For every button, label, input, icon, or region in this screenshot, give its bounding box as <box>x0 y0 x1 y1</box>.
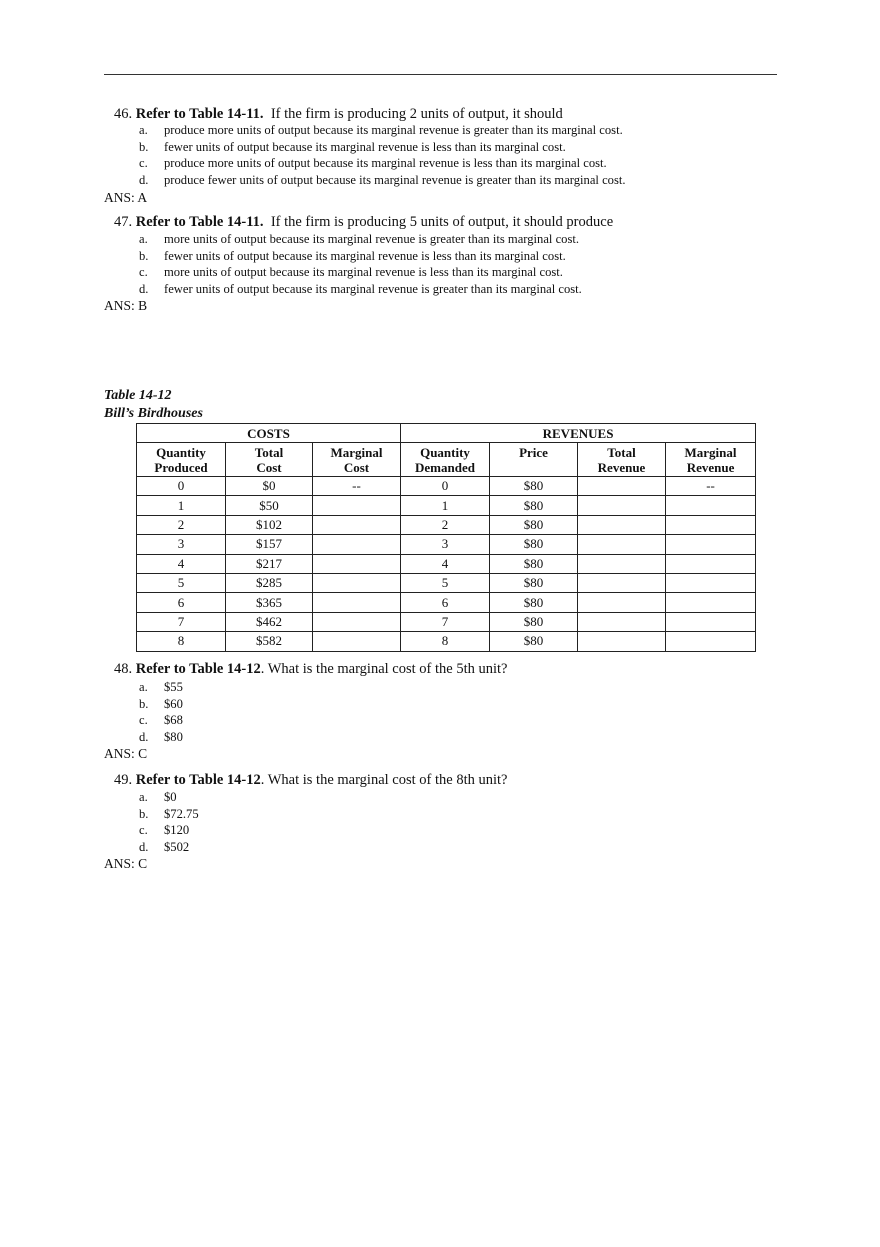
table-group-header <box>137 424 756 443</box>
options-49 <box>139 789 199 855</box>
options-48 <box>139 679 183 745</box>
table-cell: $217 <box>226 554 313 573</box>
option <box>139 789 199 806</box>
table-cell <box>313 632 401 651</box>
table-cell: $157 <box>226 535 313 554</box>
option-text: $60 <box>164 696 183 711</box>
table-cell: $462 <box>226 612 313 631</box>
question-number: 47. <box>114 214 133 230</box>
option-letter: a. <box>139 790 148 804</box>
option <box>139 729 183 746</box>
column-header <box>226 443 313 477</box>
options-46 <box>139 122 626 188</box>
table-cell: -- <box>313 477 401 496</box>
column-header <box>666 443 756 477</box>
table-cell: $80 <box>490 632 578 651</box>
table-cell: $365 <box>226 593 313 612</box>
table-cell: 6 <box>137 593 226 612</box>
table-cell <box>313 515 401 534</box>
option-letter: b. <box>139 139 149 154</box>
table-cell: 2 <box>137 515 226 534</box>
table-cell: 3 <box>137 535 226 554</box>
table-cell: 6 <box>401 593 490 612</box>
table-cell <box>578 477 666 496</box>
column-header <box>578 443 666 477</box>
question-48 <box>114 660 507 678</box>
option <box>139 839 199 856</box>
question-text: If the firm is producing 5 units of output, it should produce <box>270 214 614 230</box>
option <box>139 679 183 696</box>
answer-48: ANS: C <box>104 746 148 761</box>
question-49 <box>114 771 507 789</box>
option-letter: c. <box>139 156 148 170</box>
table-cell <box>313 496 401 515</box>
table-cell: 5 <box>137 573 226 592</box>
question-text: . What is the marginal cost of the 5th unit? <box>260 661 508 677</box>
option-text: more units of output because its marginal revenue is less than its marginal cost. <box>164 265 563 279</box>
table-cell: $80 <box>490 573 578 592</box>
option-letter: d. <box>139 839 149 854</box>
answer-47: ANS: B <box>104 298 148 313</box>
table-row <box>137 612 756 631</box>
option-letter: a. <box>139 123 148 137</box>
option-text: $68 <box>164 713 183 727</box>
option-text: $120 <box>164 823 190 837</box>
column-header <box>490 443 578 477</box>
question-text: If the firm is producing 2 units of output, it should <box>270 106 563 122</box>
table-cell <box>578 573 666 592</box>
column-header-line: Cost <box>256 459 282 475</box>
table-cell: 0 <box>137 477 226 496</box>
table-cell: 4 <box>401 554 490 573</box>
table-cell <box>666 593 756 612</box>
question-reference: Refer to Table 14-11. <box>135 106 264 122</box>
answer-46: ANS: A <box>104 190 148 205</box>
birdhouse-table <box>136 423 756 652</box>
table-cell <box>313 593 401 612</box>
column-header-line: Quantity <box>156 444 206 460</box>
table-cell <box>666 554 756 573</box>
option-letter: a. <box>139 232 148 246</box>
table-cell <box>578 612 666 631</box>
option <box>139 122 626 139</box>
table-row <box>137 477 756 496</box>
header-rule <box>104 74 777 75</box>
table-cell <box>313 612 401 631</box>
option-letter: d. <box>139 172 149 187</box>
option-text: $80 <box>164 729 183 744</box>
table-cell <box>666 515 756 534</box>
table-cell: $80 <box>490 477 578 496</box>
option <box>139 712 183 729</box>
table-cell: 3 <box>401 535 490 554</box>
revenues-group: REVENUES <box>401 424 756 443</box>
option-letter: d. <box>139 729 149 744</box>
column-header-line: Produced <box>154 459 208 475</box>
table-cell: 2 <box>401 515 490 534</box>
column-header-line: Revenue <box>686 459 735 475</box>
table-cell: 0 <box>401 477 490 496</box>
table-cell: $285 <box>226 573 313 592</box>
table-cell <box>313 554 401 573</box>
column-header-line: Revenue <box>597 459 646 475</box>
table-cell: -- <box>666 477 756 496</box>
question-46 <box>114 105 563 123</box>
option <box>139 231 582 248</box>
table-cell <box>578 632 666 651</box>
table-cell: $80 <box>490 612 578 631</box>
table-cell <box>666 632 756 651</box>
table-title: Bill’s Birdhouses <box>104 406 203 421</box>
table-row <box>137 573 756 592</box>
option <box>139 822 199 839</box>
table-cell <box>666 535 756 554</box>
question-reference: Refer to Table 14-11. <box>135 214 264 230</box>
table-cell: 8 <box>401 632 490 651</box>
option-text: $0 <box>164 790 177 804</box>
option-letter: c. <box>139 265 148 279</box>
option-text: fewer units of output because its marginal revenue is less than its marginal cost. <box>164 248 566 263</box>
table-row <box>137 632 756 651</box>
table-cell <box>578 515 666 534</box>
option <box>139 155 626 172</box>
table-cell: $0 <box>226 477 313 496</box>
answer-49: ANS: C <box>104 856 148 871</box>
table-cell: $102 <box>226 515 313 534</box>
column-header-line: Total <box>607 444 636 460</box>
option-text: produce fewer units of output because its marginal revenue is greater than its marginal cost. <box>164 172 626 187</box>
table-cell <box>666 573 756 592</box>
option-letter: c. <box>139 823 148 837</box>
table-cell <box>578 593 666 612</box>
table-cell <box>578 554 666 573</box>
options-47 <box>139 231 582 297</box>
table-cell: 5 <box>401 573 490 592</box>
option-letter: d. <box>139 281 149 296</box>
table-row <box>137 554 756 573</box>
question-number: 46. <box>114 106 133 122</box>
table-row <box>137 515 756 534</box>
table-cell: 1 <box>137 496 226 515</box>
option-text: $502 <box>164 839 190 854</box>
table-label: Table 14-12 <box>104 388 172 403</box>
table-row <box>137 496 756 515</box>
column-header-line: Marginal <box>330 444 383 460</box>
option <box>139 172 626 189</box>
table-cell <box>666 612 756 631</box>
table-cell: 4 <box>137 554 226 573</box>
option-text: produce more units of output because its marginal revenue is less than its marginal cost. <box>164 156 607 170</box>
table-cell <box>578 535 666 554</box>
table-cell: $582 <box>226 632 313 651</box>
column-header-line: Quantity <box>420 444 470 460</box>
option-letter: b. <box>139 806 149 821</box>
option-text: $55 <box>164 680 183 694</box>
option-letter: a. <box>139 680 148 694</box>
table-body <box>137 477 756 652</box>
table-row <box>137 535 756 554</box>
option <box>139 281 582 298</box>
option-letter: b. <box>139 248 149 263</box>
table-cell <box>313 573 401 592</box>
table-cell: 7 <box>137 612 226 631</box>
column-header-line: Marginal <box>684 444 737 460</box>
table-cell: $80 <box>490 535 578 554</box>
question-reference: Refer to Table 14-12 <box>135 661 261 677</box>
question-47 <box>114 213 613 231</box>
column-header-line: Demanded <box>415 459 475 475</box>
question-number: 49. <box>114 772 133 788</box>
question-number: 48. <box>114 661 133 677</box>
column-header <box>313 443 401 477</box>
column-header <box>401 443 490 477</box>
column-header <box>137 443 226 477</box>
table-cell <box>666 496 756 515</box>
table-cell: 1 <box>401 496 490 515</box>
table-cell: $80 <box>490 593 578 612</box>
column-header-line <box>490 460 577 475</box>
table-cell: $80 <box>490 554 578 573</box>
column-header-line: Cost <box>343 459 370 475</box>
column-header-line: Total <box>254 444 284 460</box>
option-text: $72.75 <box>164 806 199 821</box>
table-cell: $80 <box>490 515 578 534</box>
table-cell <box>578 496 666 515</box>
table-header <box>137 443 756 477</box>
option <box>139 264 582 281</box>
option-text: fewer units of output because its marginal revenue is less than its marginal cost. <box>164 139 566 154</box>
option <box>139 248 582 265</box>
column-header-line: Price <box>519 444 548 460</box>
table-cell: 7 <box>401 612 490 631</box>
option-letter: c. <box>139 713 148 727</box>
table-cell: $50 <box>226 496 313 515</box>
option-text: more units of output because its marginal revenue is greater than its marginal cost. <box>164 232 580 246</box>
question-text: . What is the marginal cost of the 8th unit? <box>260 772 508 788</box>
option <box>139 806 199 823</box>
option-letter: b. <box>139 696 149 711</box>
table-cell <box>313 535 401 554</box>
option <box>139 139 626 156</box>
table-cell: $80 <box>490 496 578 515</box>
option-text: fewer units of output because its marginal revenue is greater than its marginal cost. <box>164 281 582 296</box>
table-row <box>137 593 756 612</box>
option <box>139 696 183 713</box>
question-reference: Refer to Table 14-12 <box>135 772 261 788</box>
table-cell: 8 <box>137 632 226 651</box>
costs-group: COSTS <box>137 424 401 443</box>
option-text: produce more units of output because its marginal revenue is greater than its marginal cost. <box>164 123 623 137</box>
